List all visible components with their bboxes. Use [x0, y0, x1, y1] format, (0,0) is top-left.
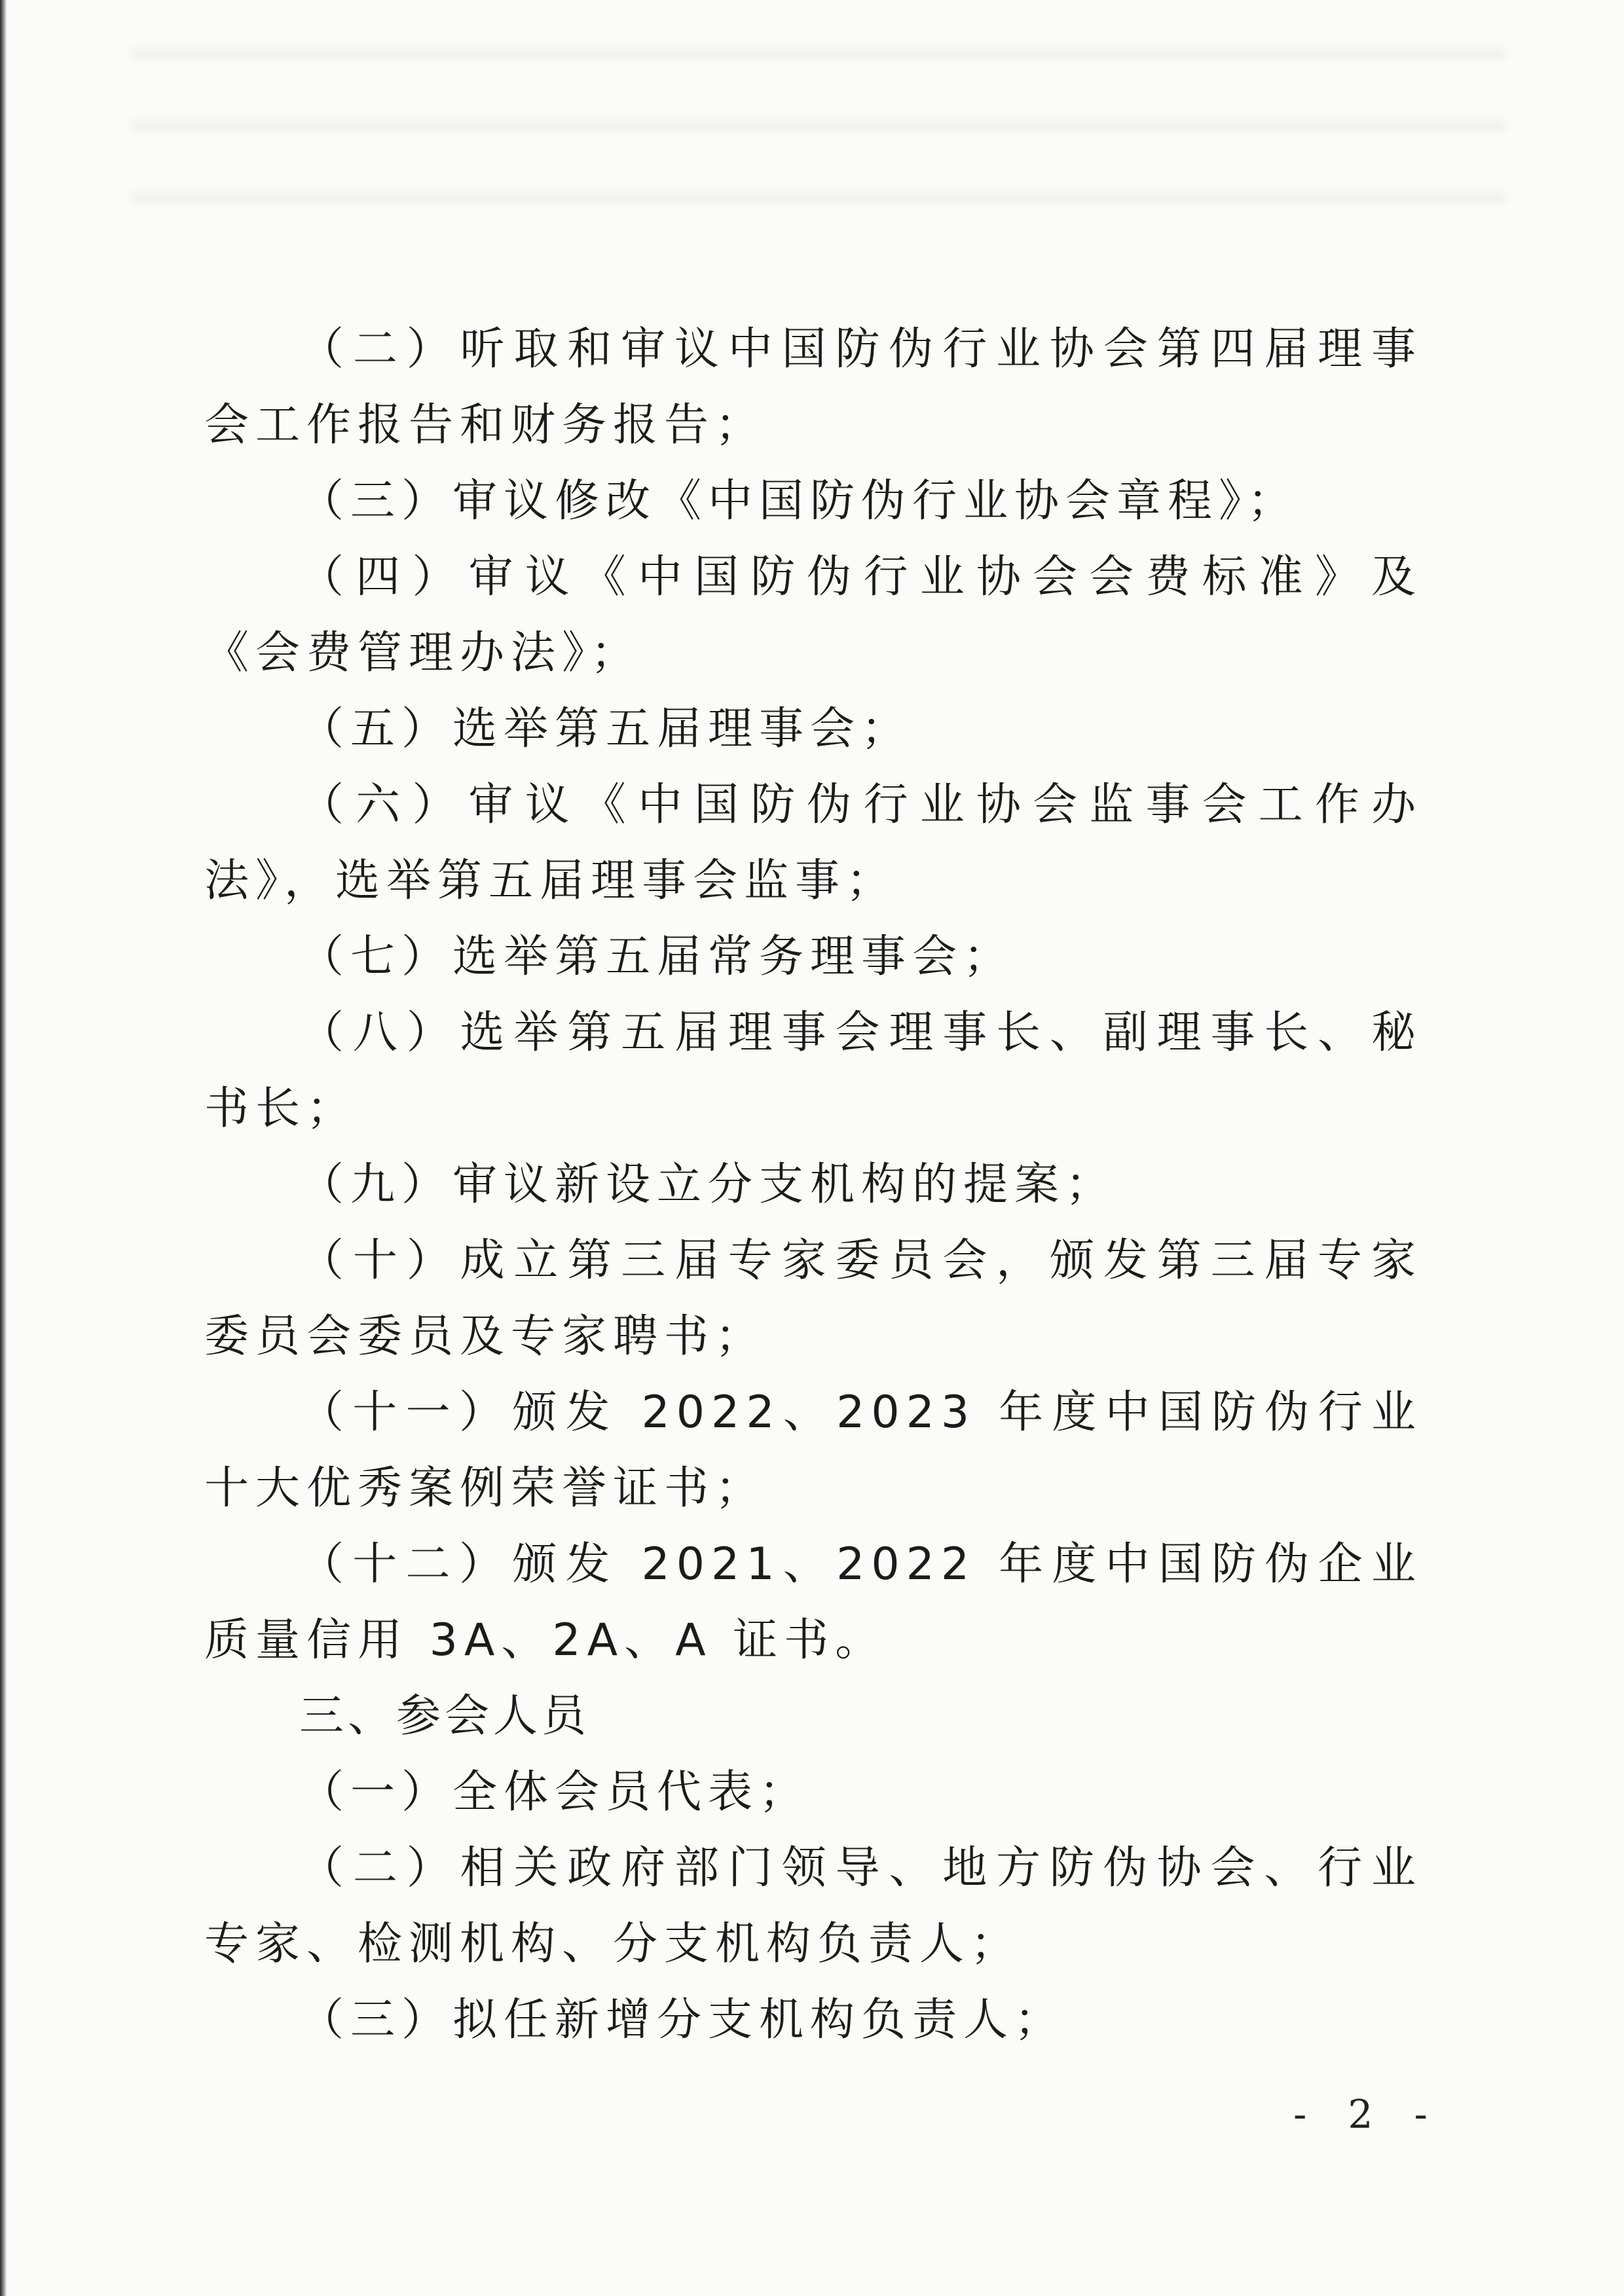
agenda-item-8: （八）选举第五届理事会理事长、副理事长、秘书长； — [204, 1007, 1422, 1135]
section-heading-attendees: 三、参会人员 — [299, 1690, 591, 1742]
attendee-item-1: （一）全体会员代表； — [299, 1766, 811, 1818]
bleed-through-ghost-text — [131, 26, 1506, 210]
attendee-item-3: （三）拟任新增分支机构负责人； — [299, 1994, 1066, 2046]
document-body — [204, 312, 1422, 2058]
page-number: - 2 - — [1293, 2092, 1442, 2138]
attendee-item-2: （二）相关政府部门领导、地方防伪协会、行业专家、检测机构、分支机构负责人； — [204, 1842, 1422, 1970]
scan-edge-shadow — [0, 0, 7, 2296]
agenda-item-2: （二）听取和审议中国防伪行业协会第四届理事会工作报告和财务报告； — [204, 323, 1422, 451]
agenda-item-10: （十）成立第三届专家委员会，颁发第三届专家委员会委员及专家聘书； — [204, 1235, 1422, 1362]
agenda-item-11: （十一）颁发 2022、2023 年度中国防伪行业十大优秀案例荣誉证书； — [204, 1387, 1422, 1514]
agenda-item-7: （七）选举第五届常务理事会； — [299, 931, 1015, 983]
agenda-item-4: （四）审议《中国防伪行业协会会费标准》及《会费管理办法》； — [204, 551, 1422, 679]
agenda-item-6: （六）审议《中国防伪行业协会监事会工作办法》，选举第五届理事会监事； — [204, 779, 1422, 907]
agenda-item-5: （五）选举第五届理事会； — [299, 703, 913, 755]
agenda-item-9: （九）审议新设立分支机构的提案； — [299, 1159, 1117, 1211]
agenda-item-3: （三）审议修改《中国防伪行业协会章程》； — [299, 475, 1299, 527]
agenda-item-12: （十二）颁发 2021、2022 年度中国防伪企业质量信用 3A、2A、A 证书。 — [204, 1539, 1422, 1666]
